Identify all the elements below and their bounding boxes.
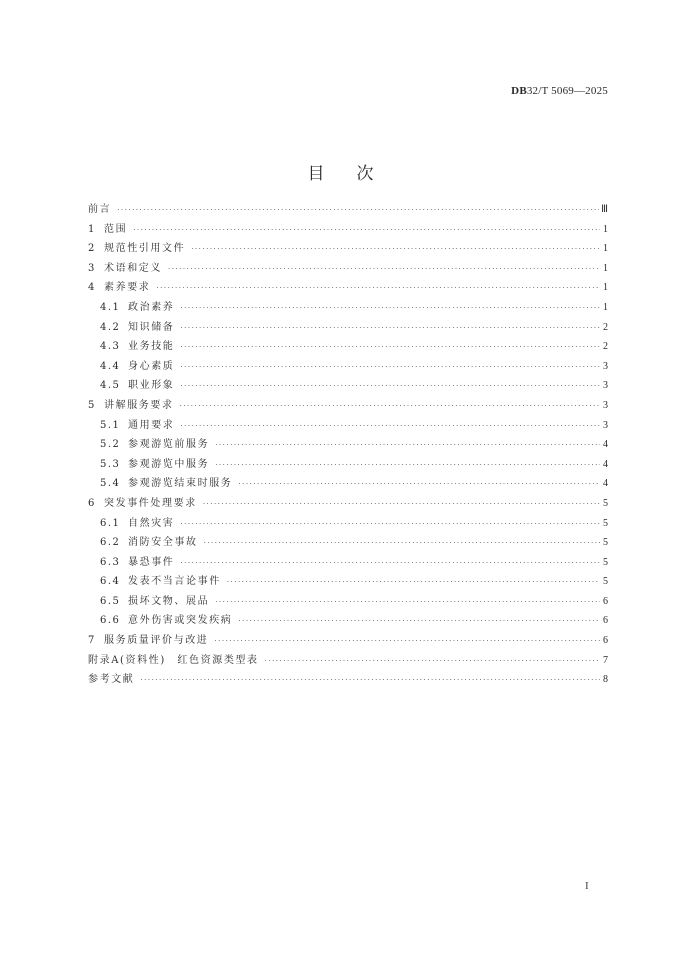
toc-entry-label: 自然灾害 (128, 517, 175, 529)
toc-entry-number: 4.5 (100, 380, 121, 392)
toc-entry-label: 服务质量评价与改进 (104, 635, 209, 647)
toc-entry-label: 素养要求 (104, 282, 151, 294)
toc-entry[interactable] (88, 533, 608, 553)
toc-entry-label: 身心素质 (128, 360, 175, 372)
toc-entry-label: 规范性引用文件 (104, 243, 186, 255)
toc-entry-label: 意外伤害或突发疾病 (128, 615, 233, 627)
toc-entry[interactable] (88, 298, 608, 318)
toc-entry-number: 4.1 (100, 301, 121, 313)
toc-entry[interactable] (88, 572, 608, 592)
toc-entry-page: 6 (603, 635, 608, 647)
toc-dot-leader (180, 397, 600, 417)
toc-entry-page: 5 (603, 517, 608, 529)
toc-entry[interactable] (88, 670, 608, 690)
toc-dot-leader (180, 319, 600, 339)
page-number: I (585, 880, 589, 892)
toc-dot-leader (180, 515, 600, 535)
toc-entry-number: 3 (88, 262, 96, 274)
toc-entry[interactable] (88, 611, 608, 631)
toc-title: 目次 (307, 164, 406, 185)
toc-entry-number: 4.3 (100, 341, 121, 353)
toc-entry-page: 2 (603, 321, 608, 333)
toc-entry-label: 前言 (88, 204, 112, 215)
toc-entry[interactable] (88, 318, 608, 338)
toc-entry[interactable] (88, 455, 608, 475)
toc-entry-page: 3 (603, 419, 608, 431)
toc-dot-leader (180, 417, 600, 437)
toc-dot-leader (117, 201, 599, 221)
toc-entry-page: 1 (603, 243, 608, 255)
toc-entry-number: 2 (88, 243, 96, 255)
toc-entry[interactable] (88, 396, 608, 416)
document-code-number: 32/T 5069—2025 (526, 85, 608, 97)
toc-entry-label: 知识储备 (128, 321, 175, 333)
toc-entry-page: 3 (603, 399, 608, 411)
toc-dot-leader (168, 260, 600, 280)
toc-dot-leader (215, 456, 600, 476)
toc-entry[interactable] (88, 220, 608, 240)
toc-entry-number: 5.3 (100, 458, 121, 470)
toc-entry[interactable] (88, 494, 608, 514)
toc-entry[interactable] (88, 514, 608, 534)
toc-entry-page: 3 (603, 360, 608, 372)
toc-dot-leader (215, 593, 600, 613)
toc-dot-leader (191, 240, 600, 260)
toc-entry-page: 7 (603, 654, 608, 666)
toc-entry[interactable] (88, 435, 608, 455)
toc-entry-page: 1 (603, 223, 608, 235)
toc-dot-leader (238, 475, 600, 495)
toc-entry-page: 1 (603, 282, 608, 294)
toc-entry[interactable] (88, 200, 608, 220)
toc-dot-leader (265, 652, 600, 672)
toc-entry-page: 2 (603, 341, 608, 353)
toc-entry-number: 5.1 (100, 419, 121, 431)
toc-entry[interactable] (88, 651, 608, 671)
toc-entry-label: 损坏文物、展品 (128, 595, 210, 607)
toc-entry-label: 参考文献 (88, 674, 135, 686)
toc-entry-page: 6 (603, 615, 608, 627)
toc-entry-label: 暴恐事件 (128, 556, 175, 568)
toc-entry-label: 参观游览中服务 (128, 458, 210, 470)
document-code-prefix: DB (511, 85, 527, 97)
toc-entry-page: 4 (603, 439, 608, 451)
toc-entry-number: 6.3 (100, 556, 121, 568)
toc-entry-page: 5 (603, 537, 608, 549)
toc-entry-label: 术语和定义 (104, 262, 162, 274)
toc-entry-page: 1 (603, 301, 608, 313)
toc-entry-page: 4 (603, 478, 608, 490)
toc-dot-leader (180, 338, 600, 358)
toc-entry-label: 参观游览前服务 (128, 439, 210, 451)
toc-entry-page: 4 (603, 458, 608, 470)
toc-entry[interactable] (88, 592, 608, 612)
toc-entry-number: 6.5 (100, 595, 121, 607)
toc-entry[interactable] (88, 376, 608, 396)
toc-entry[interactable] (88, 357, 608, 377)
toc-entry-label: 参观游览结束时服务 (128, 478, 233, 490)
toc-dot-leader (204, 534, 600, 554)
toc-entry-number: 6 (88, 497, 96, 509)
toc-dot-leader (180, 358, 600, 378)
toc-entry-page: 5 (603, 497, 608, 509)
toc-entry-number: 4.2 (100, 321, 121, 333)
toc-entry-label: 讲解服务要求 (104, 399, 174, 411)
toc-entry[interactable] (88, 553, 608, 573)
toc-entry-label: 职业形象 (128, 380, 175, 392)
toc-entry[interactable] (88, 416, 608, 436)
toc-entry-page: 8 (603, 674, 608, 686)
toc-entry[interactable] (88, 259, 608, 279)
toc-dot-leader (180, 299, 600, 319)
toc-entry[interactable] (88, 631, 608, 651)
toc-dot-leader (214, 632, 600, 652)
toc-entry-number: 4 (88, 282, 96, 294)
toc-dot-leader (133, 221, 600, 241)
toc-dot-leader (215, 436, 600, 456)
toc-entry-number: 4.4 (100, 360, 121, 372)
toc-entry-label: 范围 (104, 223, 128, 235)
toc-entry[interactable] (88, 278, 608, 298)
toc-entry-label: 政治素养 (128, 301, 175, 313)
toc-entry-page: 5 (603, 556, 608, 568)
toc-dot-leader (180, 377, 600, 397)
toc-entry[interactable] (88, 474, 608, 494)
toc-entry-page: Ⅲ (601, 204, 608, 215)
toc-entry-number: 6.4 (100, 576, 121, 588)
toc-dot-leader (203, 495, 600, 515)
toc-entry-page: 5 (603, 576, 608, 588)
document-code (511, 85, 608, 97)
toc-entry-page: 1 (603, 262, 608, 274)
toc-entry-number: 6.1 (100, 517, 121, 529)
toc-entry-number: 5 (88, 399, 96, 411)
toc-list (88, 200, 608, 690)
toc-dot-leader (238, 612, 600, 632)
toc-entry[interactable] (88, 337, 608, 357)
toc-entry-label: 消防安全事故 (128, 537, 198, 549)
toc-entry-label: 通用要求 (128, 419, 175, 431)
toc-dot-leader (180, 554, 600, 574)
toc-entry-page: 6 (603, 595, 608, 607)
toc-entry-label: 突发事件处理要求 (104, 497, 197, 509)
toc-entry-label: 业务技能 (128, 341, 175, 353)
toc-entry-number: 5.2 (100, 439, 121, 451)
toc-dot-leader (227, 573, 600, 593)
toc-entry[interactable] (88, 239, 608, 259)
toc-dot-leader (156, 279, 600, 299)
toc-dot-leader (140, 671, 600, 691)
toc-entry-label: 附录A(资料性) 红色资源类型表 (88, 654, 259, 666)
toc-entry-number: 6.2 (100, 537, 121, 549)
toc-entry-number: 1 (88, 223, 96, 235)
toc-entry-page: 3 (603, 380, 608, 392)
toc-entry-number: 7 (88, 635, 96, 647)
toc-entry-number: 6.6 (100, 615, 121, 627)
toc-entry-label: 发表不当言论事件 (128, 576, 221, 588)
toc-entry-number: 5.4 (100, 478, 121, 490)
